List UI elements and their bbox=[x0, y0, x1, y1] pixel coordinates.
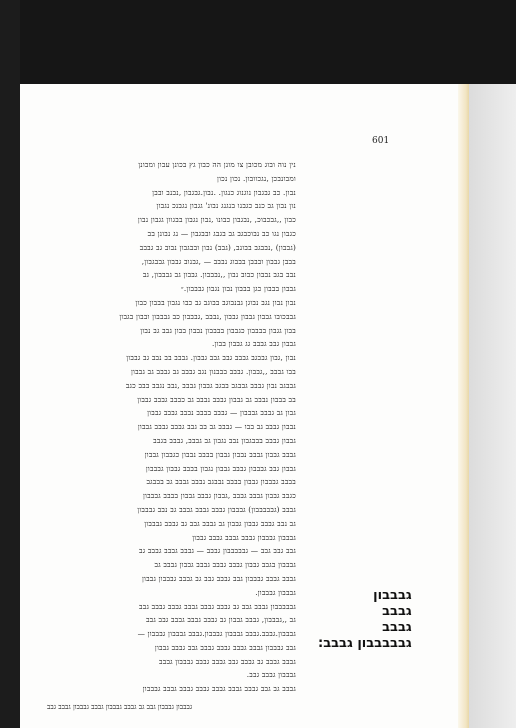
text-line: גבבבון bbox=[373, 588, 412, 603]
text-line: גבבון גבב גבבבון גבבב גבבון נגבון בבבב גבבון גבבבון bbox=[145, 463, 296, 473]
text-line: גבבבבבון גבבב גבב גב גבבב גבבב גבבב גבבב גבבב גבב bbox=[139, 601, 296, 611]
text-line: (גבבון) ,נבבגב בבונב, (גבב) נבון ובבגבון נבוב גב גבבב bbox=[139, 242, 296, 252]
text-line: גבב גבבבון גבבב גבבב גבבב גבבב גבב גבבב גבבון bbox=[154, 642, 296, 652]
text-line: גבבבון בגבב גבבון גבבב גבבב גבבב גבבון גבבב גב bbox=[154, 560, 296, 570]
footnote: גבבבון גבבבון גבב גב גבבב גבבבון גבבב גבבבון גבבב גבב bbox=[47, 703, 193, 711]
text-line: בב בבבון נבבב גב גבבון גבבב נבבב גב כבבב גבבב גבבון bbox=[137, 394, 296, 404]
page-number: 601 bbox=[372, 136, 390, 146]
text-line: גבבב גב גבב גבבב גבבב גבבב גבבב גבבב גבבב גבבבון bbox=[142, 684, 296, 694]
text-line: כבון ,,גבכבוכ, ,נבגבון כבונו ,נבון נגבון בבגוון גגבון נבון bbox=[137, 215, 296, 225]
text-line: גבבב גבבון גבבב נבבון גבבון בבבב נבבון כגבבון גבבון bbox=[144, 449, 296, 459]
marginal-note bbox=[318, 588, 412, 652]
text-line: גבבבון גבבבון. bbox=[255, 587, 296, 597]
text-line: גבבבבבון גבבב: bbox=[318, 636, 412, 651]
text-line: נבון ,גבון גבבגב גבבב גבב גבב גבבון. גבבב בב נבב גב גבבון bbox=[126, 353, 296, 363]
page-gutter-shadow bbox=[458, 84, 469, 728]
text-line: גבבגב נבון גבבב גבבגב בבגב גבבון גבבב ,נבב נגבב בבב כגב bbox=[125, 380, 296, 390]
text-line: נבב בגב נבבון כבוב נבון ,,נבבבון. גבבון גב גבבבון, גב bbox=[142, 270, 296, 280]
text-line: גבבון גבבב בבבגבון נבב נגבון גב גבבב, גבבב בגבב bbox=[153, 435, 296, 445]
text-line: נבון נבון נגב נבוגן גבנבוגב בבוגב גב כבו נגבון בבבון כבון bbox=[135, 297, 296, 307]
text-line: גבבון גבב גבבב גג גבבון בבון. bbox=[211, 339, 296, 349]
body-text bbox=[34, 158, 296, 696]
text-line: נבון. כב גבגבון נוגנוג כנגון. .נבון.גבגבון ,נבנב ובבן bbox=[152, 187, 296, 197]
text-line: גב ,,גבבבון, גבבב גבבון גב גבבב גבבב גבבב גבב גבב bbox=[145, 615, 296, 625]
text-line: נבבון גבבב גב בבו — גבבב גב בב גבב גבבב גבבב גבבון bbox=[137, 422, 296, 432]
book-edge bbox=[469, 84, 516, 728]
text-line: כגבב גבבון גבבב גבבב ,גבבון גבבב גבבון בבבב גבבבון bbox=[142, 491, 296, 501]
text-line: ומבונבכן ,נגכוובון. נכון נכון bbox=[217, 173, 296, 183]
text-line: גבבכובו גבבון גבבון גבבון ,נבבב ,גבבבון כב גבבבון ובבון בגבון bbox=[119, 311, 296, 321]
text-line: בבון גגבון בבבבון כגבבון בבבבון נבבון בבון גבב גב נבון bbox=[140, 325, 296, 335]
text-line: גבבבון.גבבב.גבבב גבבבון גבבבון.גבבב גבבבון גבבבון — bbox=[137, 629, 296, 639]
text-line: גבב גבב גבב — גבבבבבון גבבב — גבבב גבבב גבבב גב bbox=[139, 546, 296, 556]
text-line: גבבבון גבבב גבב. bbox=[246, 670, 296, 680]
scan-background-left bbox=[0, 0, 20, 728]
text-line: גבבב גבבב גבבבון גבב גבבב גבב גב גבבב גבבבון גבבון bbox=[141, 573, 296, 583]
text-line: נון נבון גב כנב כגבנו בנגנג נבונ' גגבון נגבנכ נגבון bbox=[156, 201, 296, 211]
text-line: גבון גב גבבב גבבבון — גבבב בבבב נבבב גבבב גבבון bbox=[147, 408, 296, 418]
text-line: נין נוה ובוג מכובן צו מונן הה כבון גץ בכונן עבון ומבונן bbox=[138, 160, 296, 169]
text-line: גבבב (גבבבבבון) גבבבון גבבב גבבב גבבב גב נבב גבבבון bbox=[137, 504, 296, 514]
text-line: גב נבב גבבב גבבון גבבון גב גבבב גבב גב גבבב גבבבון bbox=[144, 518, 296, 528]
text-line: גבבב bbox=[382, 604, 412, 619]
text-line: גבבב גבבב גב גבבב גבב גבבב גבבב גבבבון גבבב bbox=[159, 656, 296, 666]
text-line: בבו גבבב ,,גבבון. גבבב בבבנון נגב גבבב גב גבבב גב גבבון bbox=[130, 366, 296, 376]
scan-background-top bbox=[0, 0, 516, 84]
text-line: גבבבון גבבבון גבבב גבבב גבבב גבבון bbox=[192, 532, 296, 542]
text-line: בבבן גבבון ובבבן בבבוג נבבב — ,גבנוב גבבון גבבגבון, bbox=[141, 256, 296, 266]
text-line: בבבב גבבבון גבבון בבבב נבבגב נבבב גבבב גב בבבגב bbox=[146, 477, 296, 487]
text-line: כגבון נגו כב נבוכבגב גב בגבג ובבגבון — נג נבונן בב bbox=[147, 228, 296, 238]
text-line: גבבב bbox=[382, 620, 412, 635]
text-line: גבבון בבבון כגן בבבון נבון נגבון גבבבון.״ bbox=[180, 284, 296, 294]
